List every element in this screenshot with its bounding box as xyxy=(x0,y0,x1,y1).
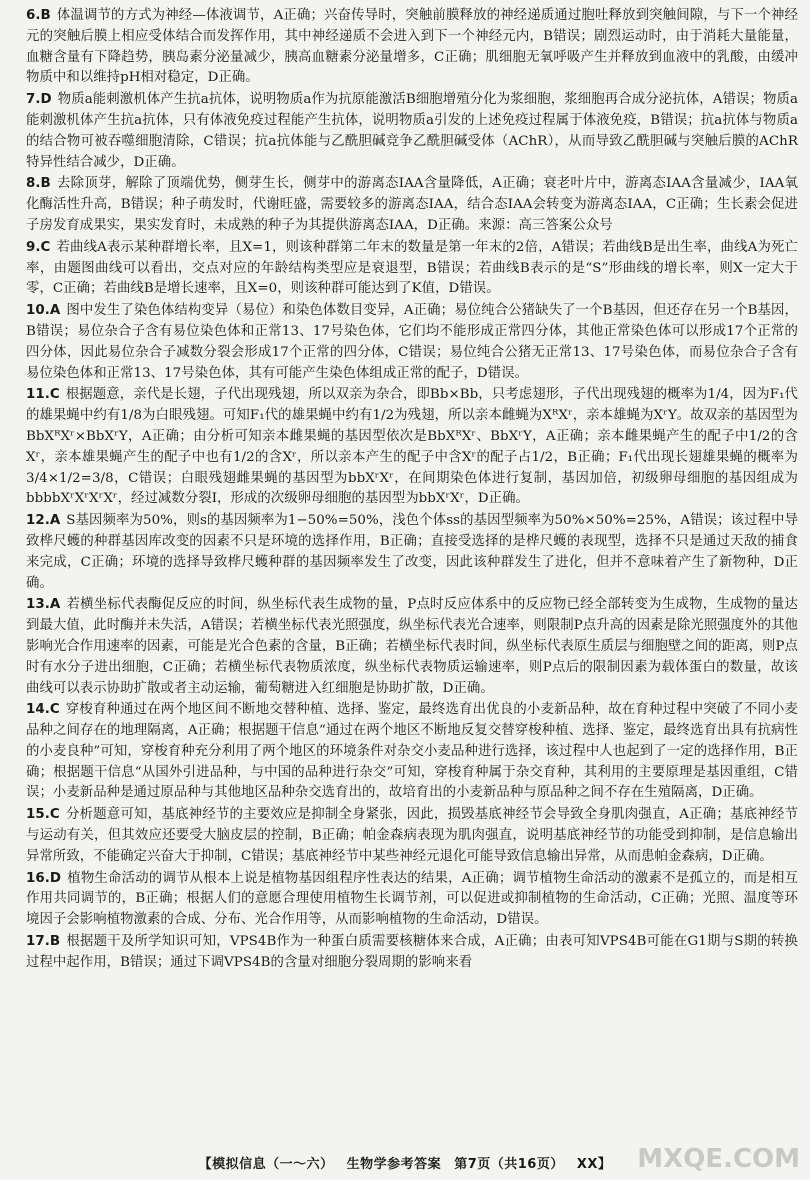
answer-number: 15.C xyxy=(26,807,60,823)
answer-number: 10.A xyxy=(26,303,61,319)
answer-item-9 xyxy=(26,238,798,300)
answer-item-14 xyxy=(26,700,798,804)
answer-item-10 xyxy=(26,301,798,384)
footer-title: 【模拟信息（一～六） xyxy=(198,1157,334,1172)
answer-text: 物质a能刺激机体产生抗a抗体，说明物质a作为抗原能激活B细胞增殖分化为浆细胞，浆细胞再合成分泌抗体，A错误；物质a能刺激机体产生抗a抗体，只有体液免疫过程能产生抗体，说明物质a引发的上述免疫过程属于体液免疫，B错误；抗a抗体与物质a的结合物可被吞噬细胞清除，C错误；抗a抗体能与乙酰胆碱竞争乙酰胆碱受体（AChR），从而导致乙酰胆碱与突触后膜的AChR特异性结合减少，D正确。 xyxy=(26,92,798,170)
answer-text: 植物生命活动的调节从根本上说是植物基因组程序性表达的结果，A正确；调节植物生命活动的激素不是孤立的，而是相互作用共同调节的，B正确；根据人们的意愿合理使用植物生长调节剂，可以促进或抑制植物的生命活动，C正确；光照、温度等环境因子会影响植物激素的合成、分布、光合作用等，从而影响植物的生命活动，D错误。 xyxy=(26,870,798,928)
answer-text: 图中发生了染色体结构变异（易位）和染色体数目变异，A正确；易位纯合公猪缺失了一个B基因，但还存在另一个B基因，B错误；易位杂合子含有易位染色体和正常13、17号染色体，它们均不能形成正常四分体，其他正常染色体可以形成17个正常的四分体，因此易位杂合子减数分裂会形成17个正常的四分体，C错误；易位纯合公猪无正常13、17号染色体，而易位杂合子含有易位染色体和正常13、17号染色体，其有可能产生染色体组成正常的配子，D错误。 xyxy=(26,303,798,381)
answer-item-16 xyxy=(26,869,798,931)
answer-number: 6.B xyxy=(26,8,51,23)
answer-item-12 xyxy=(26,511,798,594)
answer-number: 7.D xyxy=(26,92,52,108)
answer-item-8 xyxy=(26,174,798,236)
answer-item-11 xyxy=(26,385,798,510)
footer-code: XX】 xyxy=(576,1157,612,1172)
answer-number: 16.D xyxy=(26,870,62,886)
answer-text: 若曲线A表示某种群增长率，且X=1，则该种群第二年末的数量是第一年末的2倍，A错误；若曲线B是出生率，曲线A为死亡率，由题图曲线可以看出，交点对应的年龄结构类型应是衰退型，B错误；若曲线B表示的是“S”形曲线的增长率，则X一定大于零，C正确；若曲线B是增长速率，且X=0，则该种群可能达到了K值，D错误。 xyxy=(26,239,798,297)
answer-item-6 xyxy=(26,6,798,89)
answer-text: S基因频率为50%，则s的基因频率为1−50%=50%，浅色个体ss的基因型频率为50%×50%=25%，A错误；该过程中导致桦尺蠖的种群基因库改变的因素不只是环境的选择作用，B正确；直接受选择的是桦尺蠖的表现型，选择不只是通过天敌的捕食来完成，C正确；环境的选择导致桦尺蠖种群的基因频率发生了改变，因此该种群发生了进化，但并不意味着产生了新物种，D正确。 xyxy=(26,513,798,591)
answer-item-7 xyxy=(26,90,798,173)
answer-number: 14.C xyxy=(26,702,60,718)
answer-text: 体温调节的方式为神经—体液调节，A正确；兴奋传导时，突触前膜释放的神经递质通过胞吐释放到突触间隙，与下一个神经元的突触后膜上相应受体结合而发挥作用，其中神经递质不会进入到下一个神经元内，B错误；剧烈运动时，由于消耗大量能量，血糖含量有下降趋势，胰岛素分泌量减少，胰高血糖素分泌量增多，C正确；肌细胞无氧呼吸产生并释放到血液中的乳酸，由缓冲物质中和以维持pH相对稳定，D正确。 xyxy=(26,8,798,86)
answer-item-17 xyxy=(26,932,798,974)
answer-number: 8.B xyxy=(26,176,51,192)
answer-list xyxy=(26,6,798,974)
answer-number: 13.A xyxy=(26,597,61,613)
answer-number: 17.B xyxy=(26,934,61,950)
answer-text: 根据题意，亲代是长翅，子代出现残翅，所以双亲为杂合，即Bb×Bb，只考虑翅形，子代出现残翅的概率为1/4，因为F₁代的雄果蝇中约有1/8为白眼残翅。可知F₁代的雄果蝇中约有1/2为残翅，所以亲本雌蝇为XᴿXʳ，亲本雄蝇为XʳY。故双亲的基因型为BbXᴿXʳ×BbXʳY，A正确；由分析可知亲本雌果蝇的基因型依次是BbXᴿXʳ、BbXʳY，A正确；亲本雌果蝇产生的配子中1/2的含Xʳ，亲本雄果蝇产生的配子中也有1/2的含Xʳ，所以亲本产生的配子中含Xʳ的配子占1/2，B正确；F₁代出现长翅雄果蝇的概率为3/4×1/2=3/8，C错误；白眼残翅雌果蝇的基因型为bbXʳXʳ，在间期染色体进行复制，基因加倍，初级卵母细胞的基因组成为bbbbXʳXʳXʳXʳ，经过减数分裂Ⅰ，形成的次级卵母细胞的基因型为bbXʳXʳ，D正确。 xyxy=(26,387,798,507)
answer-text: 去除顶芽，解除了顶端优势，侧芽生长，侧芽中的游离态IAA含量降低，A正确；衰老叶片中，游离态IAA含量减少，IAA氧化酶活性升高，B错误；种子萌发时，代谢旺盛，需要较多的游离态IAA，结合态IAA会转变为游离态IAA，C正确；生长素会促进子房发育成果实，果实发育时，未成熟的种子为其提供游离态IAA，D正确。来源：高三答案公众号 xyxy=(26,176,798,233)
answer-text: 根据题干及所学知识可知，VPS4B作为一种蛋白质需要核糖体来合成，A正确；由表可知VPS4B可能在G1期与S期的转换过程中起作用，B错误；通过下调VPS4B的含量对细胞分裂周期的影响来看 xyxy=(26,934,798,970)
answer-text: 若横坐标代表酶促反应的时间，纵坐标代表生成物的量，P点时反应体系中的反应物已经全部转变为生成物，生成物的量达到最大值，此时酶并未失活，A错误；若横坐标代表光照强度，纵坐标代表光合速率，则限制P点升高的因素是除光照强度外的其他影响光合作用速率的因素，可能是光合色素的含量，B正确；若横坐标代表时间，纵坐标代表原生质层与细胞壁之间的距离，则P点时有水分子进出细胞，C正确；若横坐标代表物质浓度，纵坐标代表物质运输速率，则P点后的限制因素为载体蛋白的数量，故该曲线可以表示协助扩散或者主动运输，葡萄糖进入红细胞是协助扩散，D正确。 xyxy=(26,597,798,696)
answer-number: 9.C xyxy=(26,239,51,255)
answer-item-15 xyxy=(26,805,798,867)
answer-number: 11.C xyxy=(26,387,60,403)
watermark-logo: MXQE.COM xyxy=(637,1144,800,1174)
answer-text: 分析题意可知，基底神经节的主要效应是抑制全身紧张，因此，损毁基底神经节会导致全身肌肉强直，A正确；基底神经节与运动有关，但其效应还要受大脑皮层的控制，B正确；帕金森病表现为肌肉强直，说明基底神经节的功能受到抑制，是信息输出异常所致，不能确定兴奋大于抑制，C错误；基底神经节中某些神经元退化可能导致信息输出异常，从而患帕金森病，D正确。 xyxy=(26,807,798,864)
answer-text: 穿梭育种通过在两个地区间不断地交替种植、选择、鉴定，最终选育出优良的小麦新品种，故在育种过程中突破了不同小麦品种之间存在的地理隔离，A正确；根据题干信息“通过在两个地区不断地反复交替穿梭种植、选择、鉴定，最终选育出具有抗病性的小麦良种”可知，穿梭育种充分利用了两个地区的环境条件对杂交小麦品种进行选择，该过程中人也起到了一定的选择作用，B正确；根据题干信息“从国外引进品种，与中国的品种进行杂交”可知，穿梭育种属于杂交育种，其利用的主要原理是基因重组，C错误；小麦新品种是通过原品种与其他地区品种杂交选育出的，故培育出的小麦新品种与原品种之间不存在生殖隔离，D正确。 xyxy=(26,702,798,801)
footer-page-number: 第7页（共16页） xyxy=(454,1157,564,1172)
footer-subject: 生物学参考答案 xyxy=(346,1157,442,1172)
answer-number: 12.A xyxy=(26,513,61,529)
answer-item-13 xyxy=(26,595,798,699)
